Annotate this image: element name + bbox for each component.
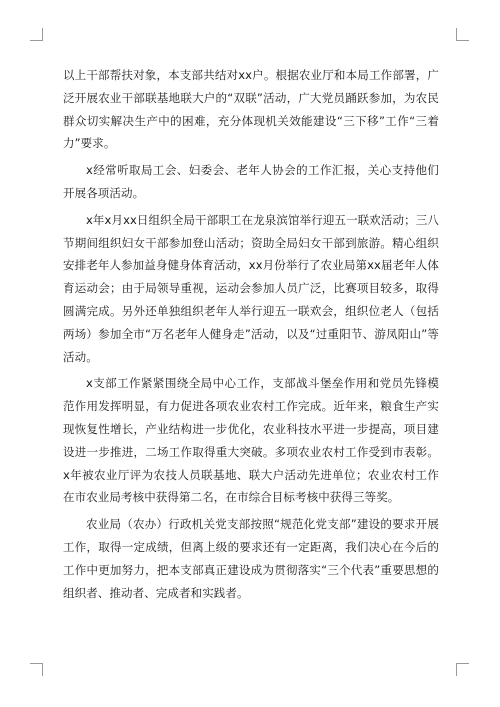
paragraph-4: x支部工作紧紧围绕全局中心工作，支部战斗堡垒作用和党员先锋模范作用发挥明显，有力促进各项农业农村工作完成。近年来，粮食生产实现恢复性增长，产业结构进一步优化，农业科技水平进一步提高，项目建设进一步推进，二场工作取得重大突破。多项农业农村工作受到市表彰。x年被农业厅评为农技人员联基地、联大户活动先进单位；农业农村工作在市农业局考核中获得第二名，在市综合目标考核中获得三等奖。 — [63, 376, 439, 505]
document-body — [63, 64, 439, 608]
paragraph-2: x经常听取局工会、妇委会、老年人协会的工作汇报，关心支持他们开展各项活动。 — [63, 163, 439, 200]
paragraph-1: 以上干部帮扶对象，本支部共结对xx户。根据农业厅和本局工作部署，广泛开展农业干部联基地联大户的“双联”活动，广大党员踊跃参加，为农民群众切实解决生产中的困难，充分体现机关效能建设“三下移”工作“三着力”要求。 — [63, 68, 439, 151]
crop-mark-top-right — [456, 28, 469, 41]
crop-mark-top-left — [30, 28, 43, 41]
paragraph-3: x年x月xx日组织全局干部职工在龙泉滨馆举行迎五一联欢活动；三八节期间组织妇女干部参加登山活动；资助全局妇女干部到旅游。精心组织安排老年人参加益身健身体育活动，xx月份举行了农业局第xx届老年人体育运动会；由于局领导重视，运动会参加人员广泛，比赛项目较多，取得圆满完成。另外还单独组织老年人举行迎五一联欢会，组织位老人（包括两场）参加全市“万名老年人健身走”活动，以及“过重阳节、游凤阳山”等活动。 — [63, 212, 439, 364]
paragraph-5: 农业局（农办）行政机关党支部按照“规范化党支部”建设的要求开展工作，取得一定成绩，但离上级的要求还有一定距离，我们决心在今后的工作中更加努力，把本支部真正建设成为贯彻落实“三个代表”重要思想的组织者、推动者、完成者和实践者。 — [63, 517, 439, 600]
crop-mark-bottom-right — [456, 663, 469, 676]
crop-mark-bottom-left — [30, 663, 43, 676]
